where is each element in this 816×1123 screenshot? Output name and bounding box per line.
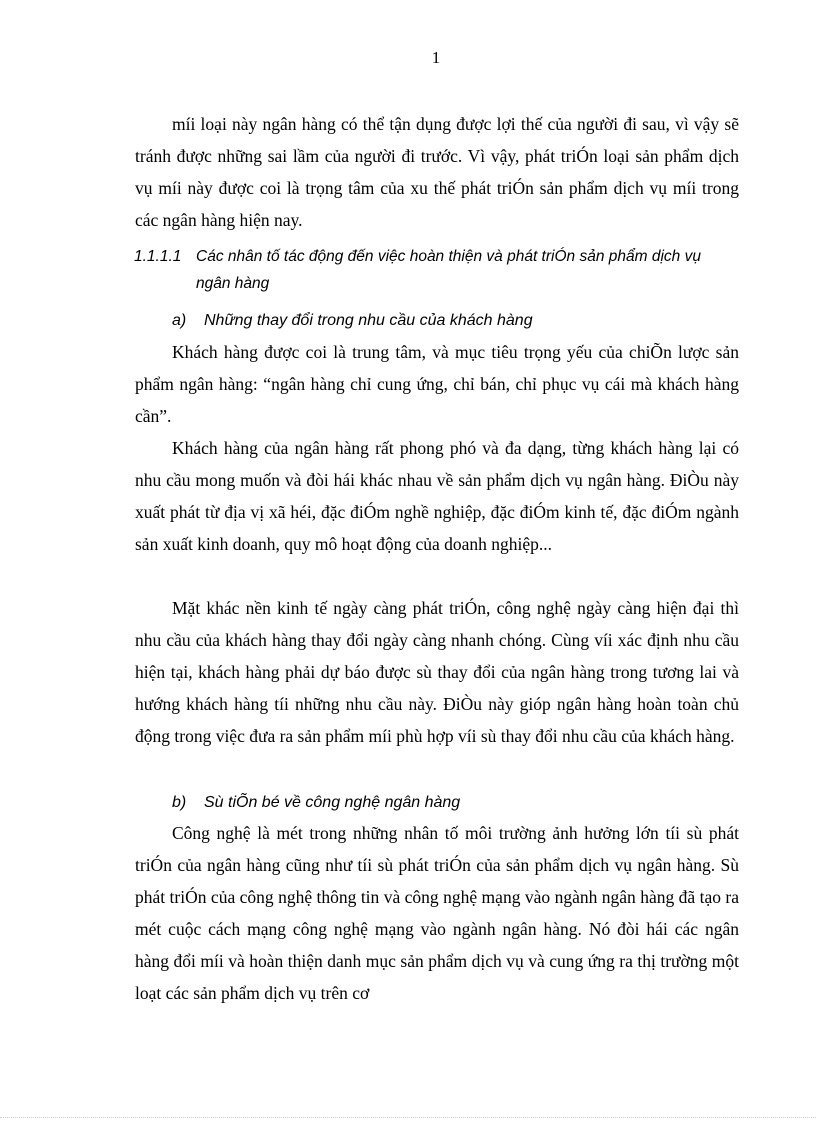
subheading-a-label: a) [172,312,187,329]
page-number: 1 [431,48,441,67]
paragraph-customer-center: Khách hàng được coi là trung tâm, và mục tiêu trọng yếu của chiÕn lược sản phẩm ngân hàng: “ngân hàng chỉ cung ứng, chỉ bán, chỉ phục vụ cái mà khách hàng cần”. [135,342,739,426]
section-heading [134,243,736,297]
subheading-b-text: Sù tiÕn bé về công nghệ ngân hàng [204,794,461,811]
section-heading-text: Các nhân tố tác động đến việc hoàn thiện và phát triÓn sản phẩm dịch vụ ngân hàng [196,248,701,292]
paragraph-technology: Công nghệ là mét trong những nhân tố môi trường ảnh hưởng lớn tíi sù phát triÓn của ngân hàng cũng như tíi sù phát triÓn của sản phẩm dịch vụ ngân hàng. Sù phát triÓn của công nghệ thông tin và công nghệ mạng vào ngành ngân hàng đã tạo ra mét cuộc cách mạng công nghệ mạng vào ngành ngân hàng. Nó đòi hái các ngân hàng đổi míi và hoàn thiện danh mục sản phẩm dịch vụ và cung ứng ra thị trường một loạt các sản phẩm dịch vụ trên cơ [135,823,739,1003]
subheading-a-text: Những thay đổi trong nhu cầu của khách hàng [204,312,533,329]
subheading-b-label: b) [172,794,187,811]
paragraph-economy-change: Mặt khác nền kinh tế ngày càng phát triÓn, công nghệ ngày càng hiện đại thì nhu cầu của khách hàng thay đổi ngày càng nhanh chóng. Cùng víi xác định nhu cầu hiện tại, khách hàng phải dự báo được sù thay đổi của ngân hàng trong tương lai và hướng khách hàng tíi những nhu cầu này. ĐiÒu này gióp ngân hàng hoàn toàn chủ động trong việc đưa ra sản phẩm míi phù hợp víi sù thay đổi nhu cầu của khách hàng. [135,598,739,746]
subheading-a [172,307,533,334]
paragraph-customer-diversity: Khách hàng của ngân hàng rất phong phó và đa dạng, từng khách hàng lại có nhu cầu mong muốn và đòi hái khác nhau về sản phẩm dịch vụ ngân hàng. ĐiÒu này xuất phát từ địa vị xã héi, đặc điÓm nghề nghiệp, đặc điÓm kinh tế, đặc điÓm ngành sản xuất kinh doanh, quy mô hoạt động của doanh nghiệp... [135,438,739,554]
section-heading-number: 1.1.1.1 [134,248,182,265]
paragraph-intro: míi loại này ngân hàng có thể tận dụng được lợi thế của người đi sau, vì vậy sẽ tránh được những sai lầm của người đi trước. Vì vậy, phát triÓn loại sản phẩm dịch vụ míi này được coi là trọng tâm của xu thế phát triÓn sản phẩm dịch vụ míi trong các ngân hàng hiện nay. [135,114,739,230]
page-bottom-divider [0,1117,816,1118]
subheading-b [172,789,460,816]
